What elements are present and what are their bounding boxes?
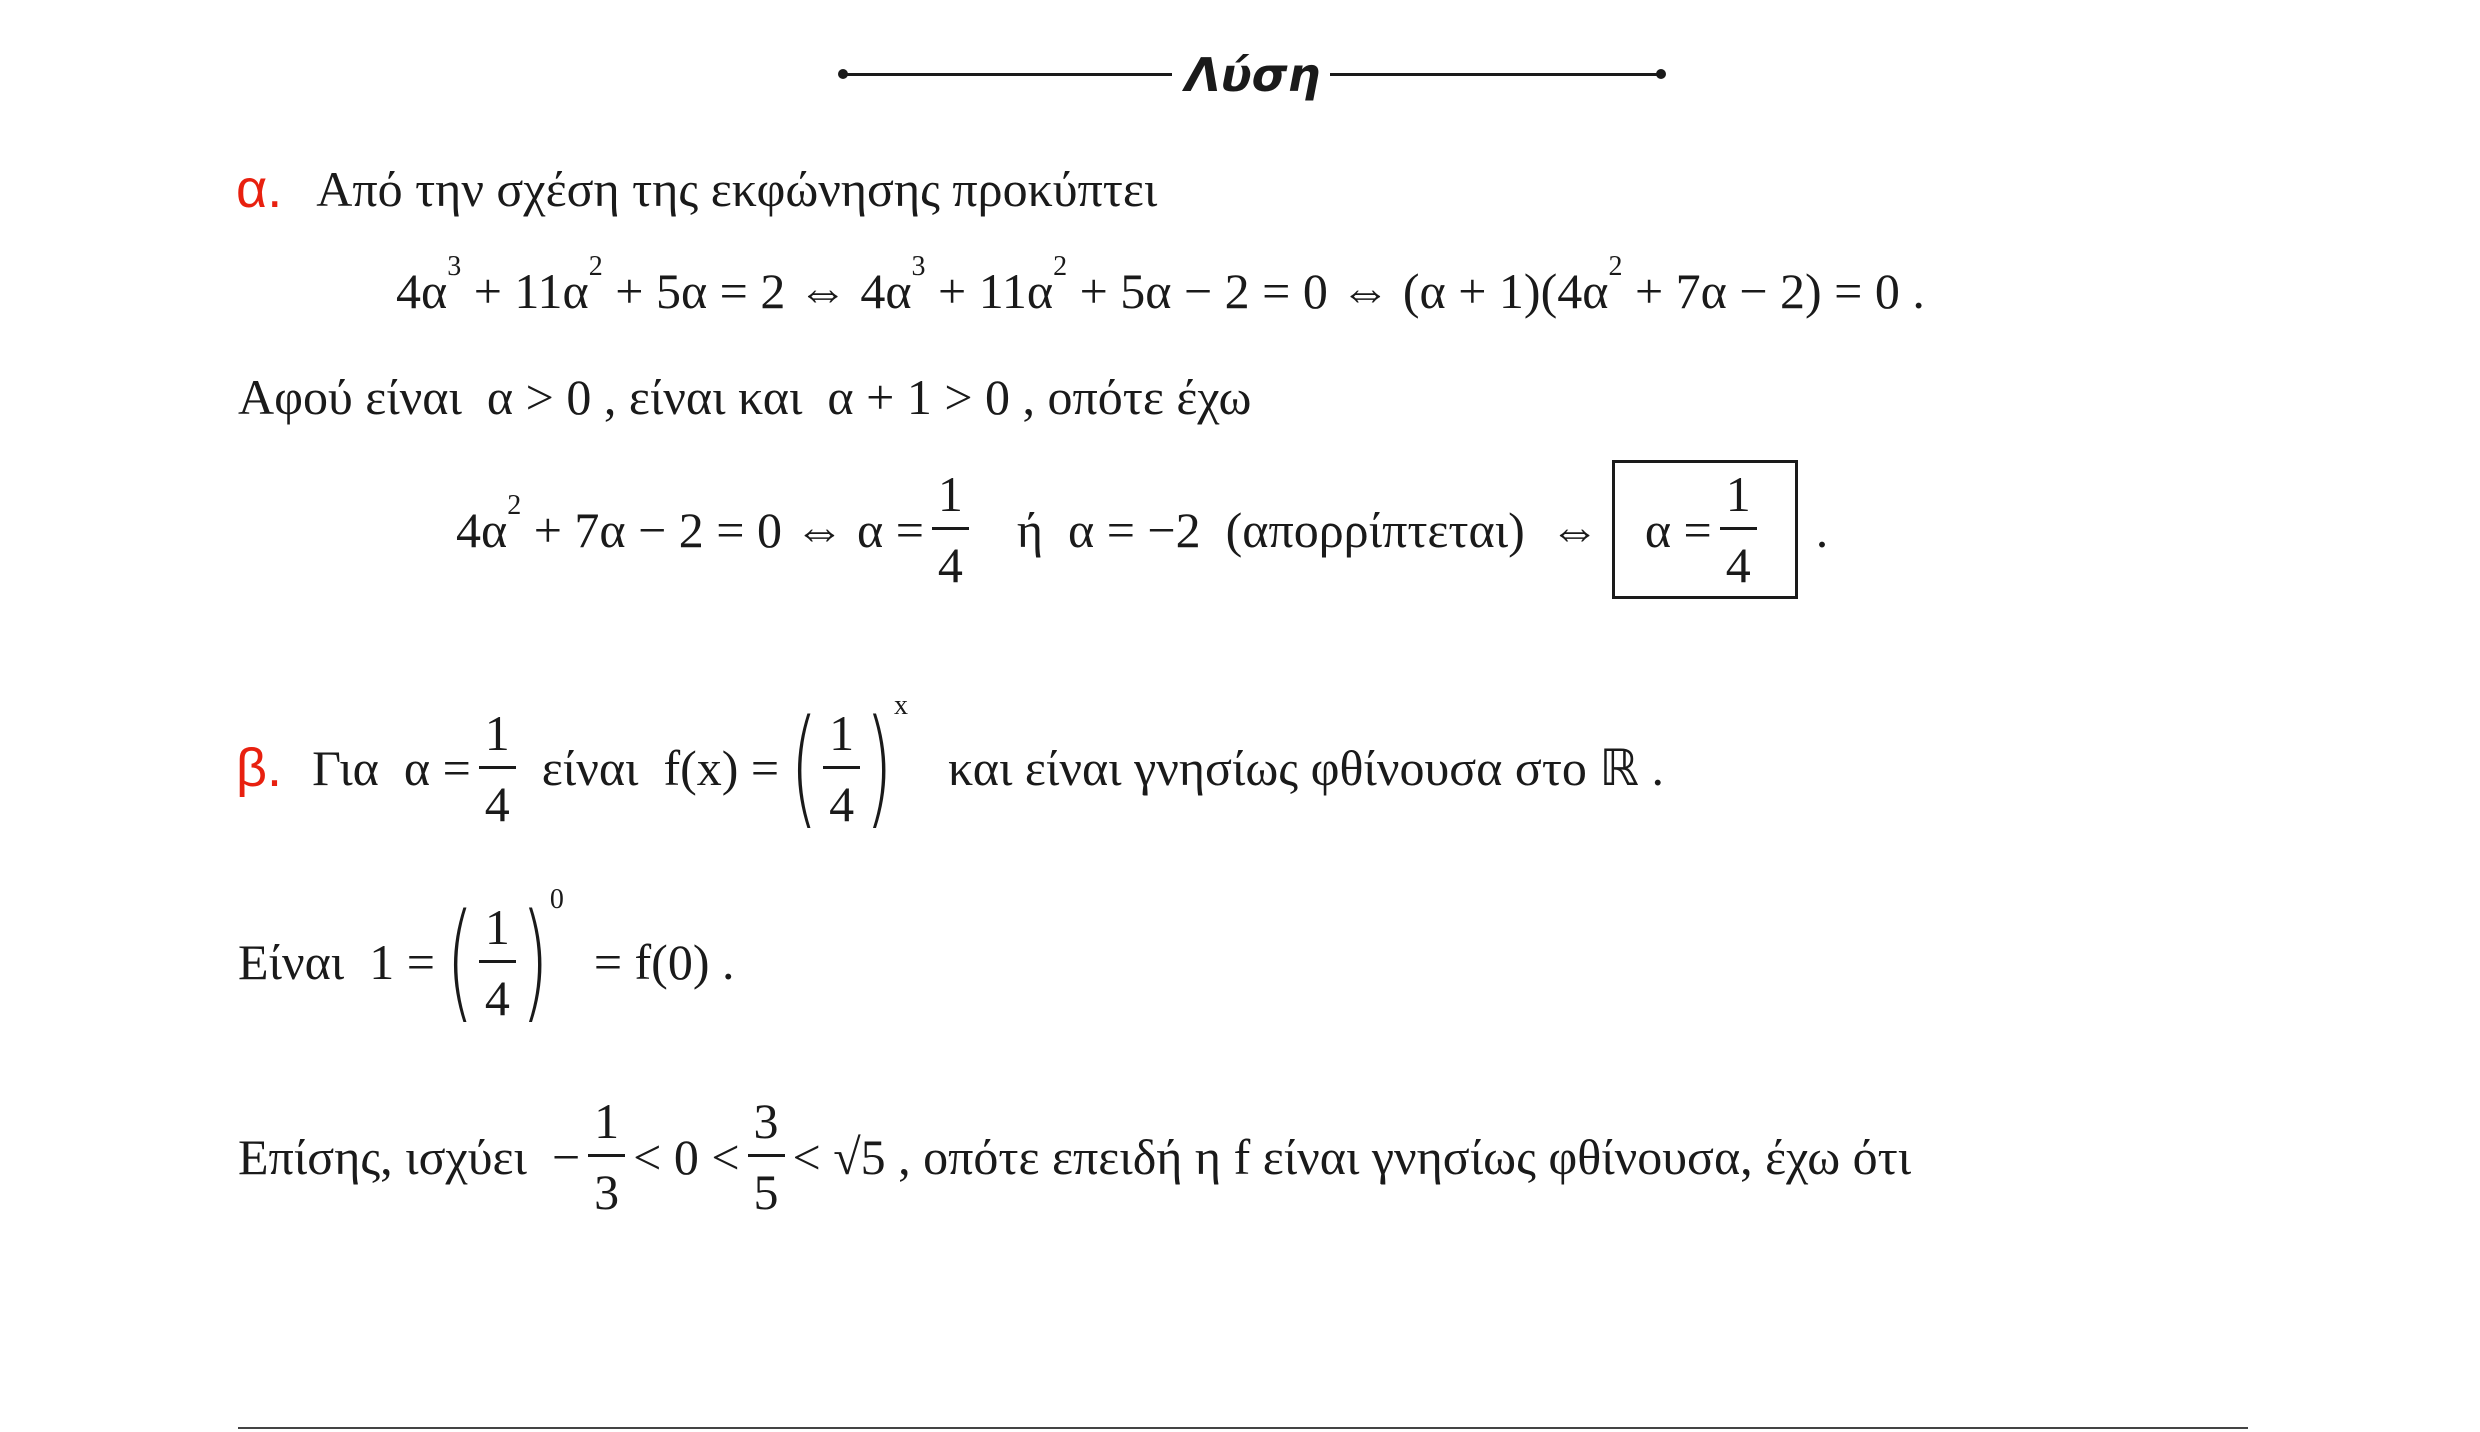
eq1-term: + 7α − 2) = 0 .	[1622, 263, 1925, 319]
eq1-term: + 5α − 2 = 0 ⇔ (α + 1)(4α	[1067, 263, 1609, 319]
eq2-period: .	[1815, 501, 1829, 558]
eq1-exp: 3	[447, 251, 462, 282]
equation-2	[456, 460, 1828, 599]
part-b-label: β.	[236, 738, 283, 798]
fraction-denominator: 4	[484, 969, 510, 1026]
fraction-denominator: 4	[1725, 537, 1751, 593]
right-paren: )	[521, 887, 549, 1036]
part-b-text: < 0 <	[633, 1128, 740, 1185]
fraction-denominator: 4	[829, 775, 855, 832]
fraction-denominator: 3	[594, 1164, 620, 1220]
part-b-text: είναι f(x) =	[541, 740, 780, 796]
eq2-term: 4α	[456, 501, 508, 558]
header-right-line	[1330, 73, 1660, 76]
eq1-term: + 11α	[925, 263, 1054, 319]
fraction-numerator: 1	[829, 704, 855, 761]
part-b-line1	[236, 690, 1665, 842]
bottom-rule	[238, 1427, 2248, 1429]
paren-fraction	[823, 704, 860, 832]
eq1-exp: 2	[1053, 251, 1068, 282]
part-a-intro: Από την σχέση της εκφώνησης προκύπτει	[316, 161, 1158, 217]
left-paren: (	[446, 887, 474, 1036]
boxed-fraction	[1720, 466, 1757, 593]
fraction-denominator: 4	[937, 537, 963, 593]
boxed-result	[1612, 460, 1798, 599]
part-b-line3	[238, 1093, 1912, 1220]
fraction-one-quarter	[932, 466, 969, 593]
boxed-lhs: α =	[1644, 501, 1712, 558]
equation-1	[396, 251, 1925, 319]
part-a-label: α.	[236, 159, 283, 219]
eq1-exp: 3	[911, 251, 926, 282]
fraction-one-quarter	[479, 704, 516, 832]
eq2-term: + 7α − 2 = 0 ⇔ α =	[521, 501, 924, 558]
exponent: 0	[549, 884, 564, 915]
eq1-term: 4α	[396, 263, 448, 319]
part-b-text: = f(0) .	[593, 934, 735, 990]
fraction-numerator: 1	[484, 898, 510, 955]
eq2-exp: 2	[507, 489, 522, 521]
part-b-text: και είναι γνησίως φθίνουσα στο ℝ .	[948, 740, 1665, 796]
fraction-numerator: 1	[1725, 466, 1751, 522]
part-b-text: < √5 , οπότε επειδή η f είναι γνησίως φθίνουσα, έχω ότι	[792, 1128, 1912, 1185]
section-title: Λύση	[1185, 48, 1321, 102]
eq1-term: + 11α	[461, 263, 589, 319]
part-b-line2	[238, 884, 735, 1036]
part-b-text: Είναι 1 =	[238, 934, 435, 990]
header-right-dot	[1656, 69, 1666, 79]
eq1-exp: 2	[588, 251, 603, 282]
exponent: x	[894, 690, 909, 721]
fraction-numerator: 3	[753, 1093, 779, 1149]
fraction-denominator: 5	[753, 1164, 779, 1220]
part-a-intro-line	[236, 159, 1158, 219]
eq2-alternative: ή α = −2 (απορρίπτεται) ⇔	[1016, 501, 1600, 558]
part-b-text: Για α =	[312, 740, 471, 796]
fraction-numerator: 1	[594, 1093, 620, 1149]
fraction-one-third	[588, 1093, 625, 1220]
eq1-exp: 2	[1608, 251, 1623, 282]
right-paren: )	[865, 693, 893, 842]
left-paren: (	[790, 693, 818, 842]
part-b-text: Επίσης, ισχύει −	[238, 1128, 581, 1185]
fraction-numerator: 1	[937, 466, 963, 522]
eq1-term: + 5α = 2 ⇔ 4α	[602, 263, 912, 319]
header-left-line	[842, 73, 1172, 76]
part-a-line2: Αφού είναι α > 0 , είναι και α + 1 > 0 , οπότε έχω	[238, 369, 1252, 425]
fraction-denominator: 4	[484, 775, 510, 832]
fraction-numerator: 1	[484, 704, 510, 761]
fraction-three-fifths	[748, 1093, 785, 1220]
paren-fraction	[479, 898, 516, 1026]
